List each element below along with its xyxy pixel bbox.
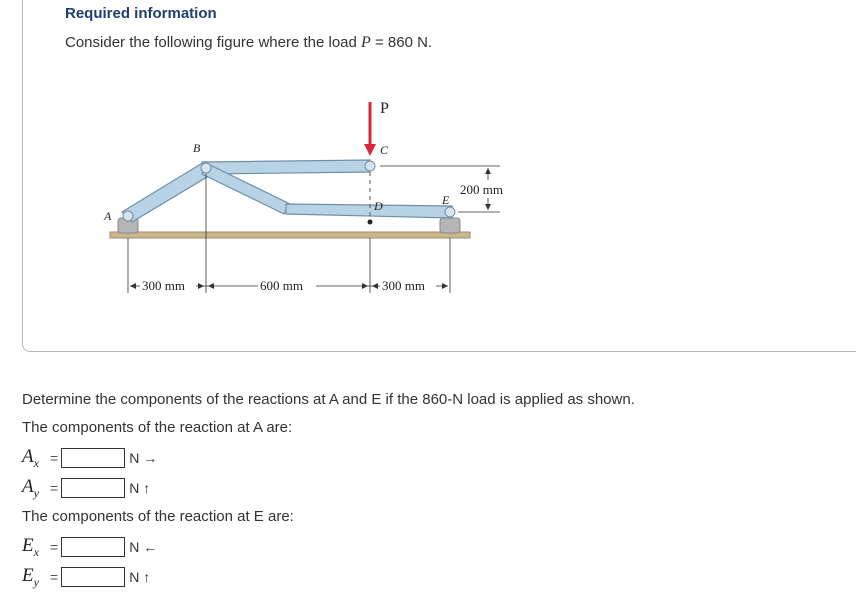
var-ex: $E_x$ — [22, 534, 39, 559]
answer-row-ey: $E_y$ = N ↑ — [22, 564, 151, 589]
intro-load-variable: P — [361, 34, 371, 51]
dim-arrowhead-d-left — [362, 283, 368, 289]
dim-label-300-left: 300 mm — [142, 278, 185, 293]
pin-c — [365, 161, 375, 171]
vertical-dim-arrow-down — [485, 204, 491, 210]
var-ay: $A_y$ — [22, 475, 39, 500]
label-e: E — [442, 193, 450, 207]
ey-unit: N ↑ — [129, 569, 151, 585]
dim-arrowhead-a — [130, 283, 136, 289]
dim-arrowhead-b-right — [208, 283, 214, 289]
answer-row-ex: $E_x$ = N ← — [22, 534, 158, 559]
dim-arrowhead-e — [442, 283, 448, 289]
label-b: B — [193, 141, 201, 155]
required-info-heading: Required information — [65, 5, 217, 22]
answer-row-ax: $A_x$ = N → — [22, 445, 158, 470]
label-c: C — [380, 143, 389, 157]
ax-unit: N → — [129, 450, 158, 466]
member-bc — [202, 160, 370, 174]
label-a: A — [104, 209, 112, 223]
var-ax: $A_x$ — [22, 445, 39, 470]
ax-input[interactable] — [61, 448, 125, 468]
intro-text-prefix: Consider the following figure where the load — [65, 34, 362, 51]
pin-e — [445, 207, 455, 217]
dim-arrowhead-b-left — [198, 283, 204, 289]
reaction-e-text: The components of the reaction at E are: — [22, 508, 294, 525]
load-arrow-head — [364, 144, 376, 156]
ay-input[interactable] — [61, 478, 125, 498]
ground — [110, 232, 470, 238]
pin-a — [123, 211, 133, 221]
dim-label-200: 200 mm — [460, 182, 503, 197]
dim-label-300-right: 300 mm — [382, 278, 425, 293]
member-de — [286, 204, 452, 218]
reaction-a-text: The components of the reaction at A are: — [22, 419, 293, 436]
point-d — [368, 220, 373, 225]
member-ab — [122, 162, 212, 222]
support-e — [440, 218, 460, 233]
ex-unit: N ← — [129, 539, 158, 555]
dim-arrowhead-d-right — [372, 283, 378, 289]
label-d: D — [374, 199, 383, 213]
var-ey: $E_y$ — [22, 564, 39, 589]
question-text: Determine the components of the reactions at A and E if the 860-N load is applied as shown. — [22, 391, 635, 408]
ex-input[interactable] — [61, 537, 125, 557]
answer-row-ay: $A_y$ = N ↑ — [22, 475, 151, 500]
dim-label-600: 600 mm — [260, 278, 303, 293]
intro-load-value: = 860 N. — [370, 34, 433, 51]
ey-input[interactable] — [61, 567, 125, 587]
pin-b — [201, 163, 211, 173]
ay-unit: N ↑ — [129, 480, 151, 496]
intro-text — [65, 34, 432, 52]
label-p: P — [380, 100, 389, 117]
frame-figure — [90, 88, 530, 308]
vertical-dim-arrow-up — [485, 168, 491, 174]
